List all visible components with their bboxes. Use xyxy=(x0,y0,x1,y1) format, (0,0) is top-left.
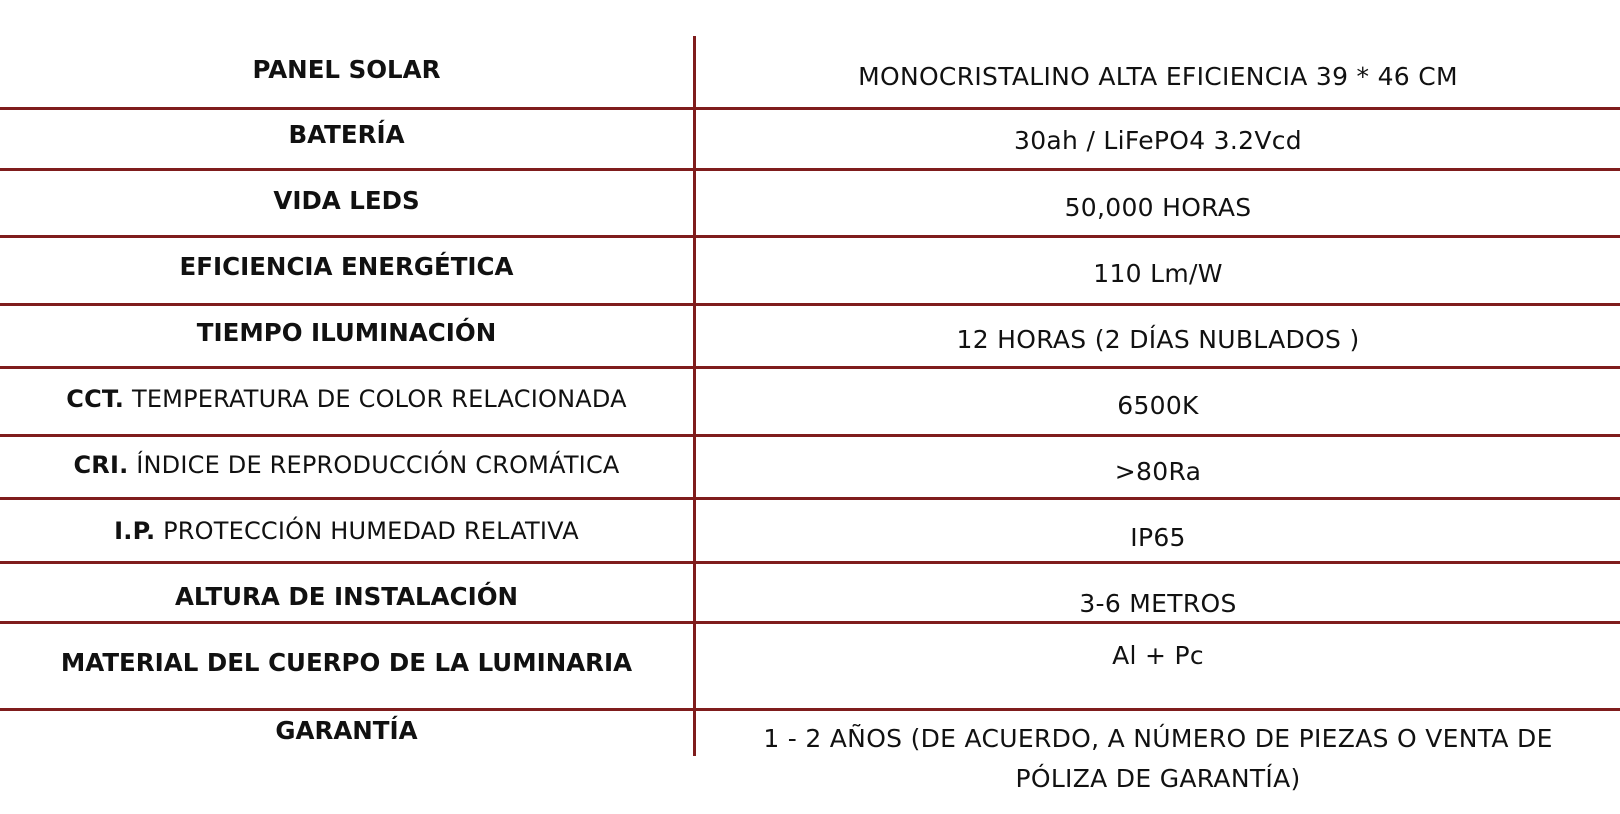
row-divider xyxy=(0,366,1620,369)
spec-label-cct xyxy=(0,379,693,419)
spec-value-ip: IP65 xyxy=(1130,523,1186,552)
spec-value-garantia: 1 - 2 AÑOS (DE ACUERDO, A NÚMERO DE PIEZAS O VENTA DE PÓLIZA DE GARANTÍA) xyxy=(763,724,1553,793)
row-divider xyxy=(0,561,1620,564)
spec-value-material-cuerpo: Al + Pc xyxy=(1112,641,1204,670)
spec-label-tiempo-iluminacion: TIEMPO ILUMINACIÓN xyxy=(196,318,497,347)
spec-label-text: PROTECCIÓN HUMEDAD RELATIVA xyxy=(155,517,579,545)
spec-label-abbrev: CRI. xyxy=(73,451,129,479)
spec-value-cri: >80Ra xyxy=(1114,457,1202,486)
spec-value-altura-instalacion: 3-6 METROS xyxy=(1079,589,1237,618)
row-divider xyxy=(0,107,1620,110)
spec-label-text: ÍNDICE DE REPRODUCCIÓN CROMÁTICA xyxy=(128,451,620,479)
spec-label-altura-instalacion: ALTURA DE INSTALACIÓN xyxy=(174,582,519,611)
row-divider xyxy=(0,497,1620,500)
spec-label-abbrev: I.P. xyxy=(114,517,156,545)
spec-label-eficiencia-energetica: EFICIENCIA ENERGÉTICA xyxy=(179,252,514,281)
spec-value-eficiencia-energetica: 110 Lm/W xyxy=(1093,259,1223,288)
spec-label-abbrev: CCT. xyxy=(66,385,125,413)
spec-label-ip xyxy=(0,511,693,551)
spec-label-text: TEMPERATURA DE COLOR RELACIONADA xyxy=(124,385,627,413)
spec-value-bateria: 30ah / LiFePO4 3.2Vcd xyxy=(1014,126,1302,155)
spec-label-panel-solar: PANEL SOLAR xyxy=(252,55,441,84)
spec-label-bateria: BATERÍA xyxy=(288,120,405,149)
row-divider xyxy=(0,303,1620,306)
row-divider xyxy=(0,235,1620,238)
row-divider xyxy=(0,434,1620,437)
spec-label-vida-leds: VIDA LEDS xyxy=(273,186,420,215)
spec-label-cri xyxy=(0,445,693,485)
spec-label-material-cuerpo: MATERIAL DEL CUERPO DE LA LUMINARIA xyxy=(60,648,633,677)
spec-value-tiempo-iluminacion: 12 HORAS (2 DÍAS NUBLADOS ) xyxy=(956,325,1360,354)
spec-value-cct: 6500K xyxy=(1117,391,1199,420)
spec-label-garantia: GARANTÍA xyxy=(275,716,418,745)
spec-value-vida-leds: 50,000 HORAS xyxy=(1064,193,1252,222)
spec-value-panel-solar: MONOCRISTALINO ALTA EFICIENCIA 39 * 46 CM xyxy=(858,62,1458,91)
row-divider xyxy=(0,168,1620,171)
